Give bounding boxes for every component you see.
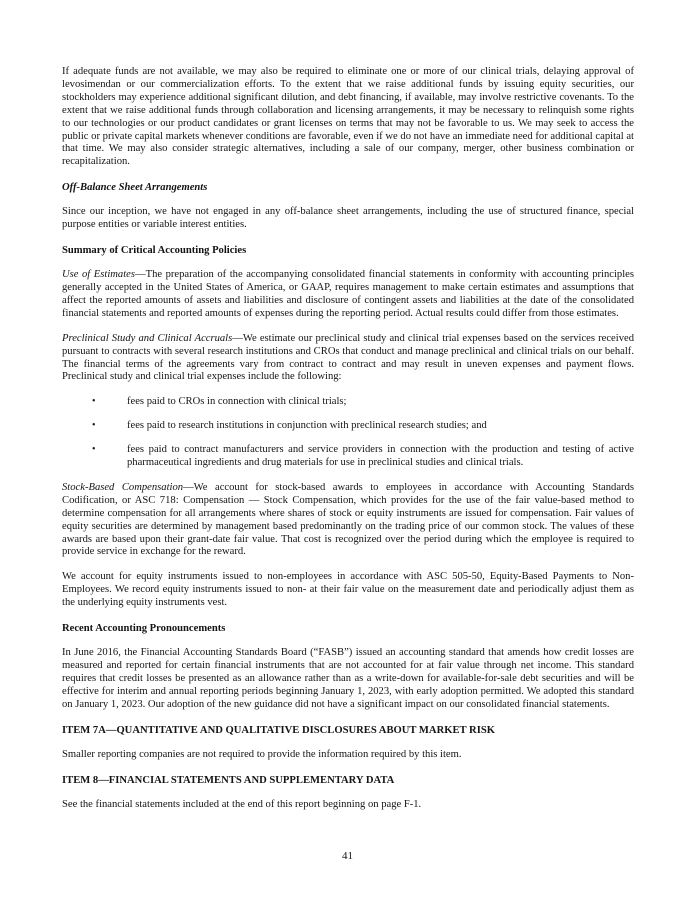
- accrual-expense-list: [62, 396, 634, 470]
- page-number: 41: [342, 850, 353, 862]
- item-7a-heading: ITEM 7A—QUANTITATIVE AND QUALITATIVE DISCLOSURES ABOUT MARKET RISK: [62, 724, 495, 736]
- document-page: [62, 66, 634, 823]
- item-8-heading: ITEM 8—FINANCIAL STATEMENTS AND SUPPLEMENTARY DATA: [62, 774, 395, 786]
- accruals-body: —We estimate our preclinical study and clinical trial expenses based on the services received pursuant to contracts with several research institutions and CROs that conduct and manage preclinical and clinical trials on our behalf. The financial terms of the agreements vary from contract to contract and may result in uneven expenses and payment flows. Preclinical study and clinical trial expenses include the following:: [62, 332, 634, 383]
- estimates-lead: Use of Estimates: [62, 269, 135, 281]
- estimates-paragraph: [62, 269, 634, 321]
- critical-policies-heading: Summary of Critical Accounting Policies: [62, 245, 247, 257]
- accruals-paragraph: [62, 333, 634, 385]
- funding-paragraph: If adequate funds are not available, we may also be required to eliminate one or more of our clinical trials, delaying approval of levosimendan or our commercialization efforts. To the extent that we raise additional funds by issuing equity securities, our stockholders may experience additional significant dilution, and debt financing, if available, may involve restrictive covenants. To the extent that we raise additional funds through collaboration and licensing arrangements, it may be necessary to relinquish some rights to our technologies or our product candidates or grant licenses on terms that may not be favorable to us. We may seek to access the public or private capital markets whenever conditions are favorable, even if we do not have an immediate need for additional capital at that time. We may also consider strategic alternatives, including a sale of our company, merger, other business combination or recapitalization.: [62, 66, 634, 168]
- list-item-text: fees paid to CROs in connection with clinical trials;: [127, 396, 347, 408]
- bullet-icon: •: [92, 420, 96, 432]
- off-balance-paragraph: Since our inception, we have not engaged in any off-balance sheet arrangements, including the use of structured finance, special purpose entities or variable interest entities.: [62, 206, 634, 231]
- off-balance-heading: Off-Balance Sheet Arrangements: [62, 182, 208, 194]
- bullet-icon: •: [92, 396, 96, 408]
- stock-compensation-paragraph: [62, 482, 634, 559]
- recent-pronouncements-paragraph: In June 2016, the Financial Accounting Standards Board (“FASB”) issued an accounting standard that amends how credit losses are measured and reported for certain financial instruments that are not accounted for at fair value through net income. This standard requires that credit losses be presented as an allowance rather than as a write-down for available-for-sale debt securities and will be effective for interim and annual reporting periods beginning January 1, 2023, with early adoption permitted. We adopted this standard on January 1, 2023. Our adoption of the new guidance did not have a significant impact on our consolidated financial statements.: [62, 647, 634, 710]
- item-7a-paragraph: Smaller reporting companies are not required to provide the information required by this item.: [62, 748, 462, 760]
- list-item: [62, 396, 634, 409]
- stock-lead: Stock-Based Compensation: [62, 481, 184, 493]
- estimates-body: —The preparation of the accompanying consolidated financial statements in conformity with accounting principles generally accepted in the United States of America, or GAAP, requires management to make certain estimates and assumptions that affect the reported amounts of assets and liabilities and disclosure of contingent assets and liabilities at the date of the consolidated financial statements and reported amounts of expenses during the reporting period. Actual results could differ from those estimates.: [62, 269, 634, 319]
- list-item-text: fees paid to contract manufacturers and service providers in connection with the production and testing of active pharmaceutical ingredients and drug materials for use in preclinical studies and clinical trials.: [127, 444, 634, 469]
- bullet-icon: •: [92, 444, 96, 456]
- accruals-lead: Preclinical Study and Clinical Accruals: [62, 332, 233, 344]
- list-item: [62, 444, 634, 470]
- list-item: [62, 420, 634, 433]
- list-item-text: fees paid to research institutions in conjunction with preclinical research studies; and: [127, 420, 487, 432]
- item-8-paragraph: See the financial statements included at the end of this report beginning on page F-1.: [62, 798, 422, 810]
- recent-pronouncements-heading: Recent Accounting Pronouncements: [62, 623, 226, 635]
- stock-body: —We account for stock-based awards to employees in accordance with Accounting Standards Codification, or ASC 718: Compensation — Stock Compensation, which provides for the use of the fair value-based method to determine compensation for all arrangements where shares of stock or equity instruments are issued for compensation. Fair values of equity securities are determined by management based predominantly on the trading price of our common stock. The values of these awards are based upon their grant-date fair value. That cost is recognized over the period during which the employee is required to provide service in exchange for the reward.: [62, 481, 634, 558]
- nonemployee-paragraph: We account for equity instruments issued to non-employees in accordance with ASC 505-50, Equity-Based Payments to Non-Employees. We record equity instruments issued to non- at their fair value on the measurement date and periodically adjust them as the underlying equity instruments vest.: [62, 571, 634, 609]
